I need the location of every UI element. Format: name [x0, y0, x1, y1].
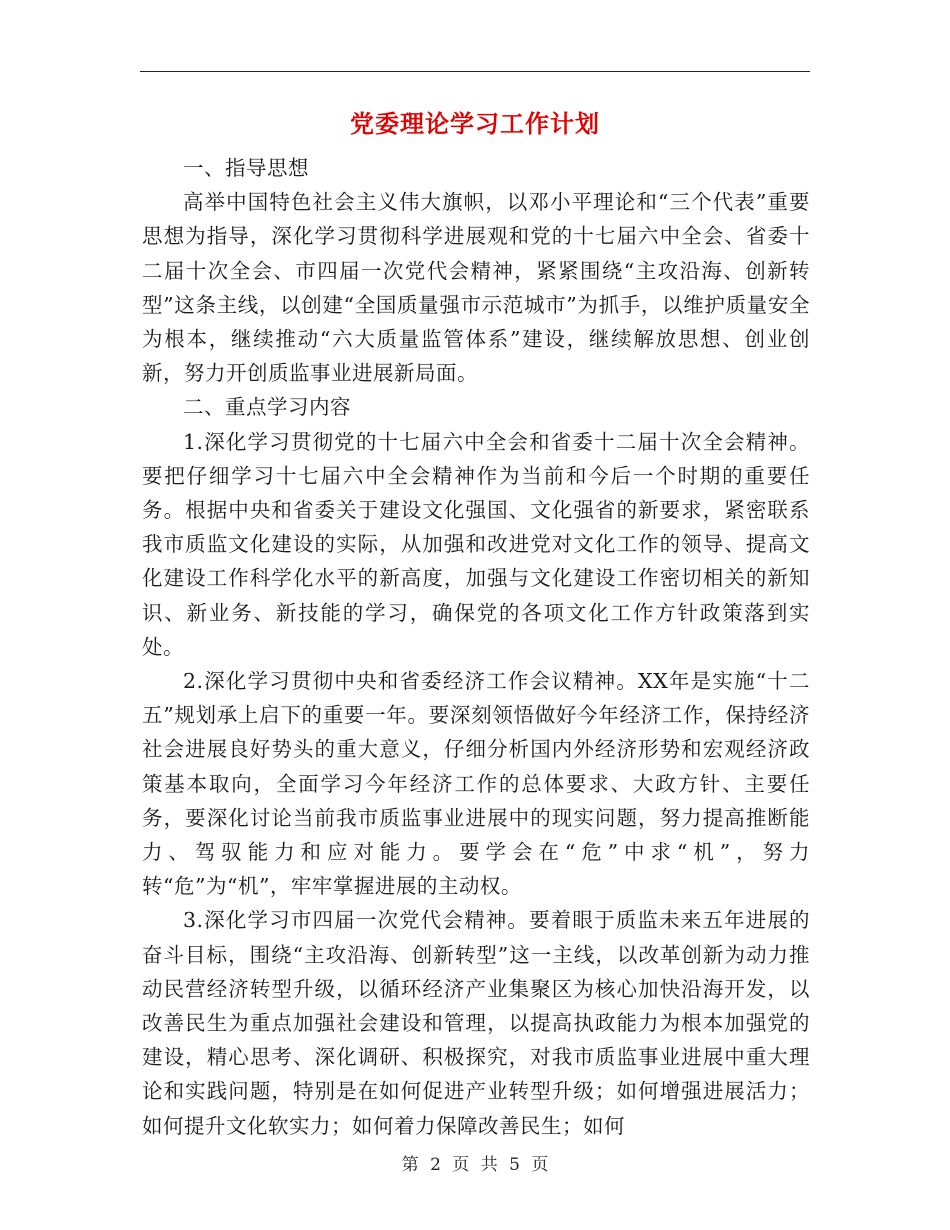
section-heading-guiding-thought: 一、指导思想	[183, 156, 309, 180]
paragraph-item-3: 3.深化学习市四届一次党代会精神。要着眼于质监未来五年进展的奋斗目标，围绕“主攻沿海、创新转型”这一主线，以改革创新为动力推动民营经济转型升级，以循环经济产业集聚区为核心加快沿海开发，以改善民生为重点加强社会建设和管理，以提高执政能力为根本加强党的建设，精心思考、深化调研、积极探究，对我市质监事业进展中重大理论和实践问题，特别是在如何促进产业转型升级；如何增强进展活力；如何提升文化软实力；如何着力保障改善民生；如何	[142, 908, 810, 1138]
document-title: 党委理论学习工作计划	[350, 109, 600, 138]
page-number-total: 5	[509, 1155, 520, 1175]
page-label-mid: 页	[452, 1155, 470, 1175]
paragraph-item-2: 2.深化学习贯彻中央和省委经济工作会议精神。XX年是实施“十二五”规划承上启下的重要一年。要深刻领悟做好今年经济工作，保持经济社会进展良好势头的重大意义，仔细分析国内外经济形势和宏观经济政策基本取向，全面学习今年经济工作的总体要求、大政方针、主要任务，要深化讨论当前我市质监事业进展中的现实问题，努力提高推断能力、驾驭能力和应对能力。要学会在“危”中求“机”，努力转“危”为“机”，牢牢掌握进展的主动权。	[142, 669, 810, 899]
document-body	[142, 151, 810, 1143]
page-label-total-prefix: 共	[480, 1155, 498, 1175]
section-heading-key-content: 二、重点学习内容	[183, 395, 351, 420]
page-label-prefix: 第	[401, 1155, 419, 1175]
paragraph-guiding-thought: 高举中国特色社会主义伟大旗帜，以邓小平理论和“三个代表”重要思想为指导，深化学习贯彻科学进展观和党的十七届六中全会、省委十二届十次全会、市四届一次党代会精神，紧紧围绕“主攻沿海、创新转型”这条主线，以创建“全国质量强市示范城市”为抓手，以维护质量安全为根本，继续推动“六大质量监管体系”建设，继续解放思想、创业创新，努力开创质监事业进展新局面。	[142, 190, 810, 386]
page-label-suffix: 页	[531, 1155, 549, 1175]
page-number-current: 2	[430, 1155, 441, 1175]
paragraph-item-1: 1.深化学习贯彻党的十七届六中全会和省委十二届十次全会精神。要把仔细学习十七届六中全会精神作为当前和今后一个时期的重要任务。根据中央和省委关于建设文化强国、文化强省的新要求，紧密联系我市质监文化建设的实际，从加强和改进党对文化工作的领导、提高文化建设工作科学化水平的新高度，加强与文化建设工作密切相关的新知识、新业务、新技能的学习，确保党的各项文化工作方针政策落到实处。	[142, 429, 810, 659]
page-footer	[0, 1152, 950, 1178]
header-rule	[140, 71, 810, 72]
